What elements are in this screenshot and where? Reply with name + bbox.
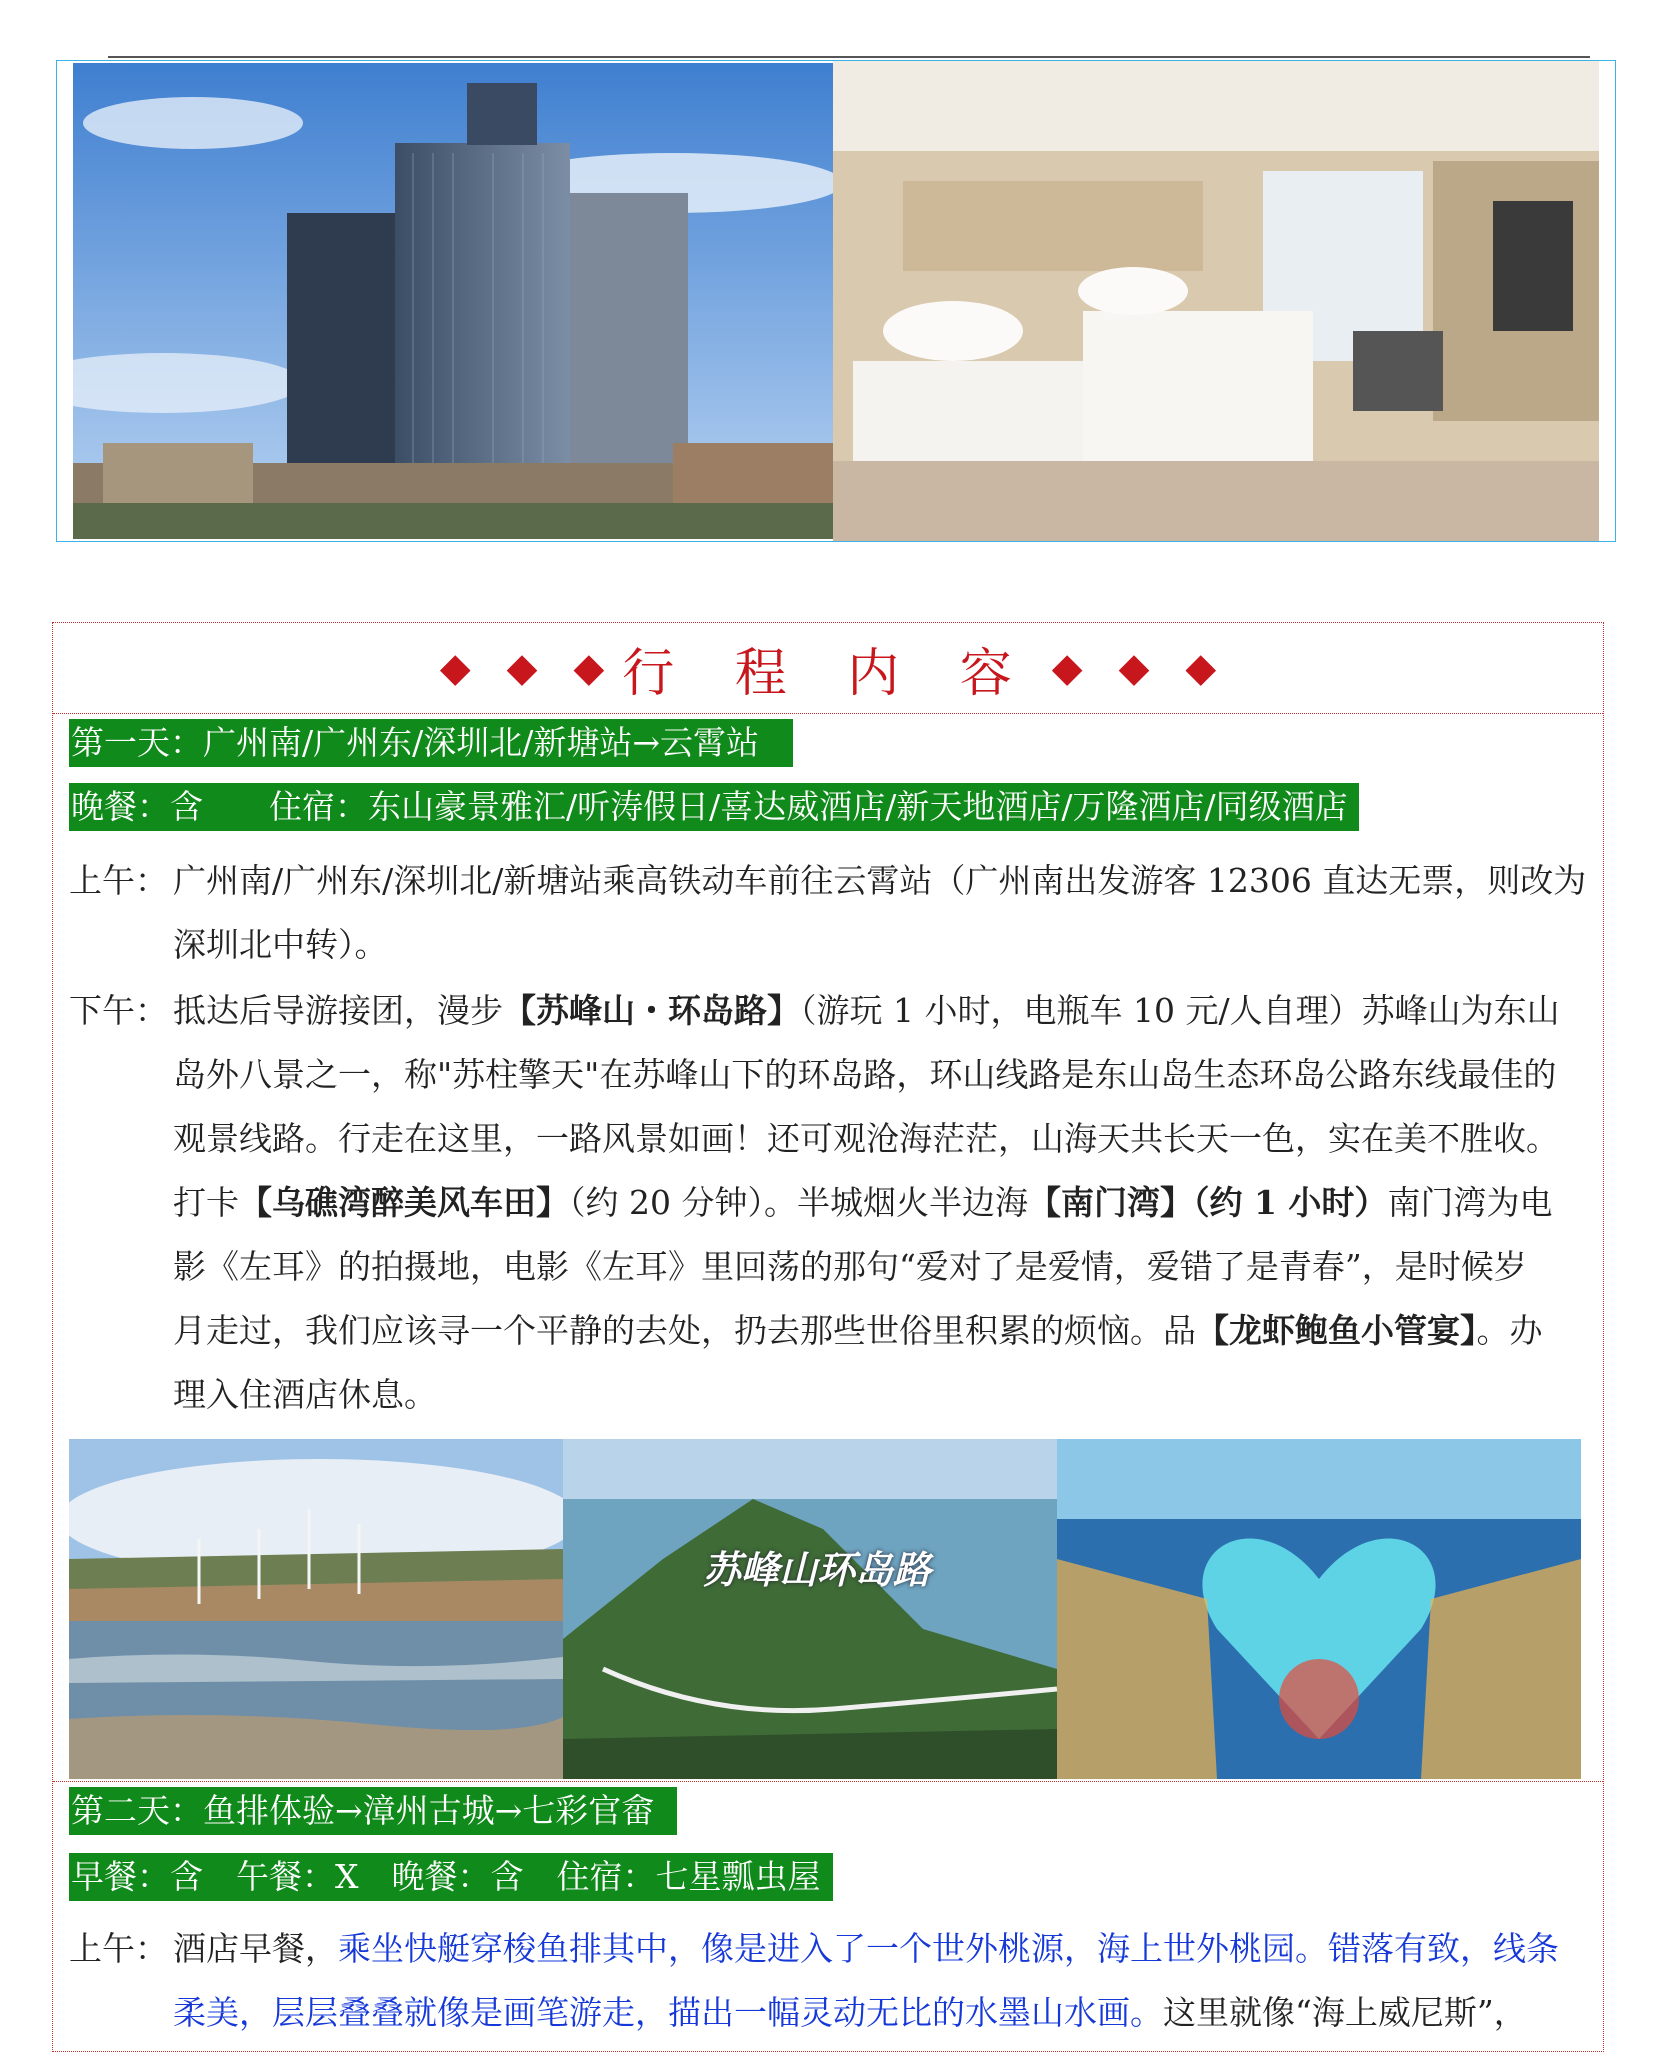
diamond-icon: ◆	[1185, 645, 1217, 691]
day2-meals: 早餐：含 午餐：X 晚餐：含 住宿：七星瓢虫屋	[69, 1853, 833, 1901]
hotel-photo-frame	[56, 60, 1616, 542]
diamond-icon: ◆	[573, 645, 605, 691]
morning-label: 上午：	[69, 861, 168, 900]
itinerary-title: 行 程 内 容	[622, 643, 1034, 704]
highlight-feast: 【龙虾鲍鱼小管宴】	[1196, 1311, 1477, 1350]
sufeng-mountain-photo	[563, 1439, 1057, 1779]
text-line: 广州南/广州东/深圳北/新塘站乘高铁动车前往云霄站（广州南出发游客 12306 直达无票，则改为	[173, 861, 1587, 900]
text-span: 抵达后导游接团，漫步	[173, 991, 503, 1030]
morning-label: 上午：	[69, 1929, 168, 1968]
itinerary-title-row	[53, 623, 1603, 713]
diamond-icon: ◆	[1118, 645, 1150, 691]
text-line: 观景线路。行走在这里，一路风景如画！还可观沧海茫茫，山海天共长天一色，实在美不胜收。	[173, 1119, 1559, 1158]
text-line	[173, 1171, 1601, 1235]
text-line	[173, 1917, 1601, 1981]
text-line: 岛外八景之一，称"苏柱擎天"在苏峰山下的环岛路，环山线路是东山岛生态环岛公路东线最佳的	[173, 1055, 1557, 1094]
hotel-room-photo	[833, 61, 1599, 541]
divider	[53, 713, 1603, 714]
day2-morning-text	[173, 1917, 1601, 2045]
blue-text: 乘坐快艇穿梭鱼排其中，像是进入了一个世外桃源，海上世外桃园。错落有致，线条	[338, 1929, 1559, 1968]
itinerary-box	[52, 622, 1604, 2052]
text-span: 这里就像“海上威尼斯”，	[1163, 1993, 1527, 2032]
highlight-windmill: 【乌礁湾醉美风车田】	[239, 1183, 569, 1222]
text-line	[173, 1981, 1601, 2045]
text-span: 南门湾为电	[1387, 1183, 1553, 1222]
diamond-icon: ◆	[506, 645, 538, 691]
text-span: 酒店早餐，	[173, 1929, 338, 1968]
highlight-nanmen: 【南门湾】（约 1 小时）	[1027, 1183, 1388, 1222]
day1-afternoon	[69, 979, 1589, 1427]
text-line: 影《左耳》的拍摄地，电影《左耳》里回荡的那句“爱对了是爱情，爱错了是青春”，是时候岁	[173, 1247, 1527, 1286]
nanmen-bay-photo	[1057, 1439, 1581, 1779]
text-span: 打卡	[173, 1183, 239, 1222]
text-span: 。办	[1476, 1311, 1543, 1350]
top-rule	[108, 56, 1590, 58]
day1-photo-gallery	[69, 1439, 1581, 1779]
text-line	[173, 979, 1601, 1043]
text-span: （约 20 分钟）。半城烟火半边海	[569, 1183, 1028, 1222]
diamond-icon: ◆	[439, 645, 471, 691]
day2-header: 第二天：鱼排体验→漳州古城→七彩官畲	[69, 1787, 677, 1835]
blue-text: 柔美，层层叠叠就像是画笔游走，描出一幅灵动无比的水墨山水画。	[173, 1993, 1163, 2032]
day1-header: 第一天：广州南/广州东/深圳北/新塘站→云霄站	[69, 719, 793, 767]
day1-morning	[69, 849, 1589, 977]
text-line: 深圳北中转）。	[173, 925, 388, 964]
text-line	[173, 1299, 1601, 1363]
day1-meals: 晚餐：含 住宿：东山豪景雅汇/听涛假日/喜达威酒店/新天地酒店/万隆酒店/同级酒店	[69, 783, 1359, 831]
afternoon-label: 下午：	[69, 991, 168, 1030]
text-span: （游玩 1 小时，电瓶车 10 元/人自理）苏峰山为东山	[800, 991, 1560, 1030]
highlight-sufeng: 【苏峰山・环岛路】	[503, 991, 800, 1030]
day1-afternoon-text	[173, 979, 1601, 1427]
diamond-icon: ◆	[1051, 645, 1083, 691]
text-line: 理入住酒店休息。	[173, 1375, 437, 1414]
text-span: 月走过，我们应该寻一个平静的去处，扔去那些世俗里积累的烦恼。品	[173, 1311, 1196, 1350]
windmill-field-photo	[69, 1439, 563, 1779]
hotel-exterior-photo	[73, 63, 835, 539]
day1-morning-text	[173, 849, 1601, 977]
divider	[53, 1781, 1603, 1782]
day2-morning	[69, 1917, 1589, 2045]
photo-caption: 苏峰山环岛路	[703, 1547, 932, 1592]
